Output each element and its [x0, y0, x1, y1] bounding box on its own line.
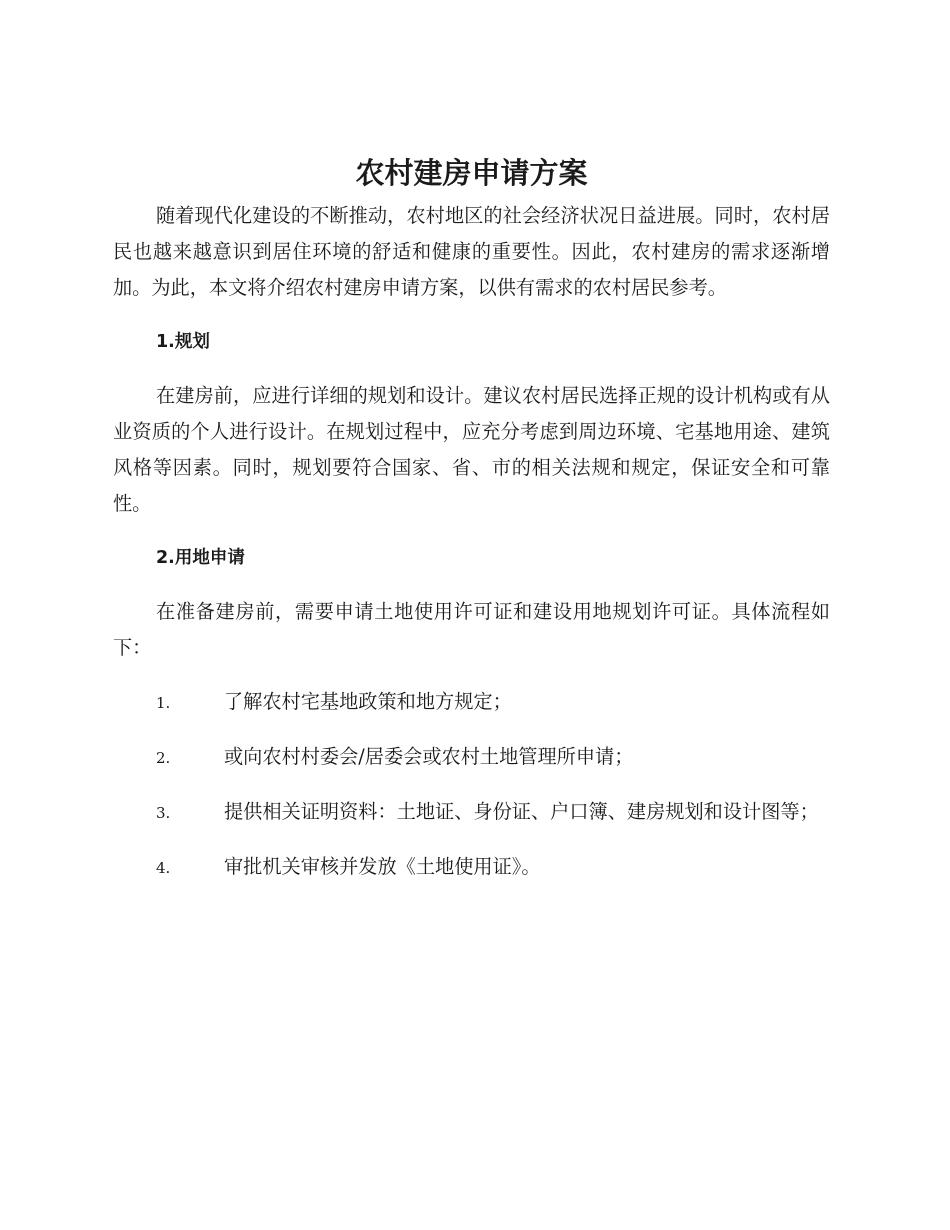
list-item — [113, 684, 830, 721]
intro-paragraph: 随着现代化建设的不断推动，农村地区的社会经济状况日益进展。同时，农村居民也越来越意识到居住环境的舒适和健康的重要性。因此，农村建房的需求逐渐增加。为此，本文将介绍农村建房申请方案，以供有需求的农村居民参考。 — [113, 204, 830, 299]
list-item — [113, 849, 830, 886]
list-item — [113, 739, 830, 776]
list-item — [113, 794, 830, 831]
list-item-text: 了解农村宅基地政策和地方规定； — [224, 690, 512, 713]
list-item-number: 1. — [156, 694, 171, 712]
list-item-text: 审批机关审核并发放《土地使用证》。 — [224, 855, 541, 878]
section-heading-planning: 1.规划 — [156, 332, 210, 352]
list-item-number: 4. — [156, 859, 171, 877]
section-heading-land-application: 2.用地申请 — [156, 548, 245, 568]
document-page — [113, 148, 830, 886]
section-body-land-application: 在准备建房前，需要申请土地使用许可证和建设用地规划许可证。具体流程如下： — [113, 600, 830, 659]
list-item-text: 提供相关证明资料：土地证、身份证、户口簿、建房规划和设计图等； — [224, 800, 819, 823]
document-title: 农村建房申请方案 — [355, 156, 588, 190]
list-item-number: 3. — [156, 804, 171, 822]
section-body-planning: 在建房前，应进行详细的规划和设计。建议农村居民选择正规的设计机构或有从业资质的个人进行设计。在规划过程中，应充分考虑到周边环境、宅基地用途、建筑风格等因素。同时，规划要符合国家、省、市的相关法规和规定，保证安全和可靠性。 — [113, 384, 830, 515]
list-item-number: 2. — [156, 749, 171, 767]
list-item-text: 或向农村村委会/居委会或农村土地管理所申请； — [224, 745, 634, 768]
application-steps-list — [113, 684, 830, 886]
